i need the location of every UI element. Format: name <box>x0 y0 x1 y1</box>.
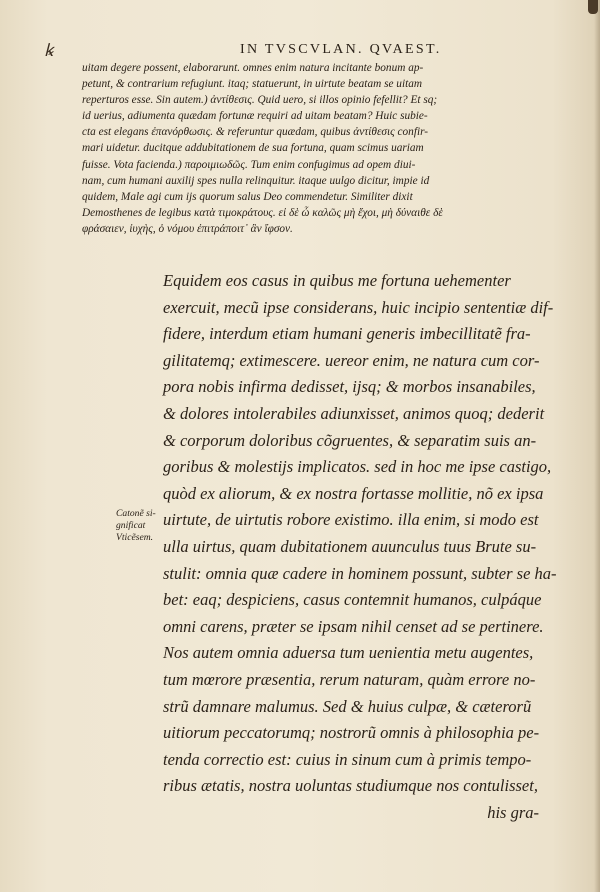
commentary-line: nam, cum humani auxilij spes nulla relinquitur. itaque uulgo dicitur, impie id <box>82 174 430 187</box>
main-text-line: fidere, interdum etiam humani generis imbecillitatẽ fra- <box>163 324 531 344</box>
commentary-line: Demosthenes de legibus κατὰ τιμοκράτους. εἰ δὲ ὦ καλῶς μὴ ἔχοι, μὴ δύναιθε δὲ <box>82 206 443 219</box>
commentary-block <box>82 60 552 237</box>
main-text-line: & dolores intolerabiles adiunxisset, animos quoq; dederit <box>163 403 545 423</box>
commentary-line: φράσαιεν, ἰυχὴς, ὁ νόμου ἐπιτράποιτ᾽ ἂν ἴφσον. <box>82 222 293 235</box>
main-text-line: bet: eaq; despiciens, casus contemnit humanos, culpáque <box>163 590 542 610</box>
margin-note <box>116 508 166 544</box>
catchword: his gra- <box>487 802 539 822</box>
commentary-line: mari uidetur. ducitque addubitationem de sua fortuna, quam scimus uariam <box>82 142 424 155</box>
commentary-line: reperturos esse. Sin autem.) ἀντίθεσις. Quid uero, si illos opinio fefellit? Et sq; <box>82 94 438 107</box>
main-text-line: gilitatemq; extimescere. uereor enim, ne natura cum cor- <box>163 350 540 370</box>
main-text-line: ulla uirtus, quam dubitationem auunculus tuus Brute su- <box>163 536 537 556</box>
main-text-line: ribus ætatis, nostra uoluntas studiumque nos contulisset, <box>163 776 538 796</box>
main-text-line: tenda correctio est: cuius in sinum cum à primis tempo- <box>163 749 532 769</box>
main-text-line: strũ damnare malumus. Sed & huius culpæ, & cæterorũ <box>163 696 532 716</box>
margin-note-line: Vticẽsem. <box>116 532 154 543</box>
commentary-line: petunt, & contrarium refugiunt. itaq; statuerunt, in uirtute beatam se uitam <box>82 78 423 91</box>
main-text-line: uitiorum peccatorumq; nostrorũ omnis à philosophia pe- <box>163 723 540 743</box>
main-text-line: & corporum doloribus cõgruentes, & separatim suis an- <box>163 430 537 450</box>
main-text-line: uirtute, de uirtutis robore existimo. illa enim, si modo est <box>163 510 539 530</box>
corner-mark: ꝃ <box>44 41 54 60</box>
commentary-line: quidem, Male agi cum ijs quorum salus Deo commendetur. Similiter dixit <box>82 190 413 203</box>
running-head: IN TVSCVLAN. QVAEST. <box>240 42 442 57</box>
commentary-line: uitam degere possent, elaborarunt. omnes enim natura incitante bonum ap- <box>82 62 424 74</box>
main-text-line: tum mœrore præsentia, rerum naturam, quàm errore no- <box>163 669 536 689</box>
main-text-line: Nos autem omnia aduersa tum uenientia metu augentes, <box>163 643 534 663</box>
main-text-block <box>163 268 573 826</box>
margin-note-line: Catonẽ si- <box>116 508 156 519</box>
main-text-line: pora nobis infirma dedisset, ijsq; & morbos insanabiles, <box>163 377 536 397</box>
commentary-line: fuisse. Vota facienda.) παροιμιωδῶς. Tum enim confugimus ad opem diui- <box>82 158 416 171</box>
main-text-line: quòd ex aliorum, & ex nostra fortasse mollitie, nõ ex ipsa <box>163 483 544 503</box>
main-text-line: Equidem eos casus in quibus me fortuna uehementer <box>163 271 511 290</box>
page-edge-shadow <box>594 0 600 892</box>
ink-stain <box>588 0 598 14</box>
commentary-line: id uerius, adiumenta quædam fortunæ requiri ad uitam beatam? Huic subie- <box>82 110 428 123</box>
main-text-line: stulit: omnia quæ cadere in hominem possunt, subter se ha- <box>163 563 557 583</box>
main-text-line: goribus & molestijs implicatos. sed in hoc me ipse castigo, <box>163 457 552 477</box>
margin-note-line: gnificat <box>116 520 146 531</box>
main-text-line: omni carens, præter se ipsam nihil censet ad se pertinere. <box>163 616 544 636</box>
main-text-line: exercuit, mecũ ipse considerans, huic incipio sententiæ dif- <box>163 297 554 317</box>
commentary-line: cta est elegans ἐπανόρθωσις. & referuntur quædam, quibus ἀντίθεσις confir- <box>82 126 429 139</box>
